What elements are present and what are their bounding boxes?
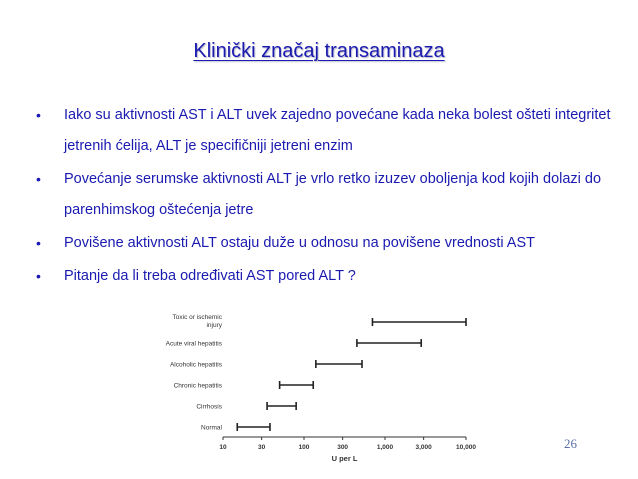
category-label: Normal [201,424,222,432]
bullet-dot-icon: • [36,235,41,251]
bullet-item [36,164,626,226]
bullet-dot-icon: • [36,107,41,123]
slide-title: Klinički značaj transaminaza [193,40,445,62]
bullet-dot-icon: • [36,268,41,284]
x-tick-label: 100 [298,444,310,451]
bullet-item [36,261,626,292]
x-axis-label: U per L [331,454,358,463]
bullet-text: Povećanje serumske aktivnosti ALT je vrlo retko izuzev oboljenja kod kojih dolazi do parenhimskog oštećenja jetre [64,171,602,218]
category-label: Acute viral hepatitis [165,340,222,348]
bullet-list [36,100,626,294]
alt-range-chart [126,306,486,478]
category-label: Cirrhosis [196,403,222,411]
x-tick-label: 10,000 [456,444,476,451]
bullet-text: Povišene aktivnosti ALT ostaju duže u odnosu na povišene vrednosti AST [64,235,536,251]
x-tick-label: 30 [258,444,266,451]
page-number: 26 [564,436,577,451]
category-label: Toxic or ischemic [172,314,222,321]
bullet-item [36,100,626,162]
bullet-dot-icon: • [36,171,41,187]
bullet-text: Iako su aktivnosti AST i ALT uvek zajedno povećane kada neka bolest ošteti integritet jetrenih ćelija, ALT je specifičniji jetreni enzim [64,107,611,154]
x-tick-label: 10 [219,444,227,451]
bullet-item [36,228,626,259]
x-tick-label: 1,000 [376,444,394,451]
bullet-text: Pitanje da li treba određivati AST pored ALT ? [64,268,356,284]
x-tick-label: 3,000 [415,444,432,451]
category-label: Chronic hepatitis [173,382,222,390]
category-label: injury [206,322,222,329]
x-tick-label: 300 [337,444,349,451]
category-label: Alcoholic hepatitis [169,361,222,369]
